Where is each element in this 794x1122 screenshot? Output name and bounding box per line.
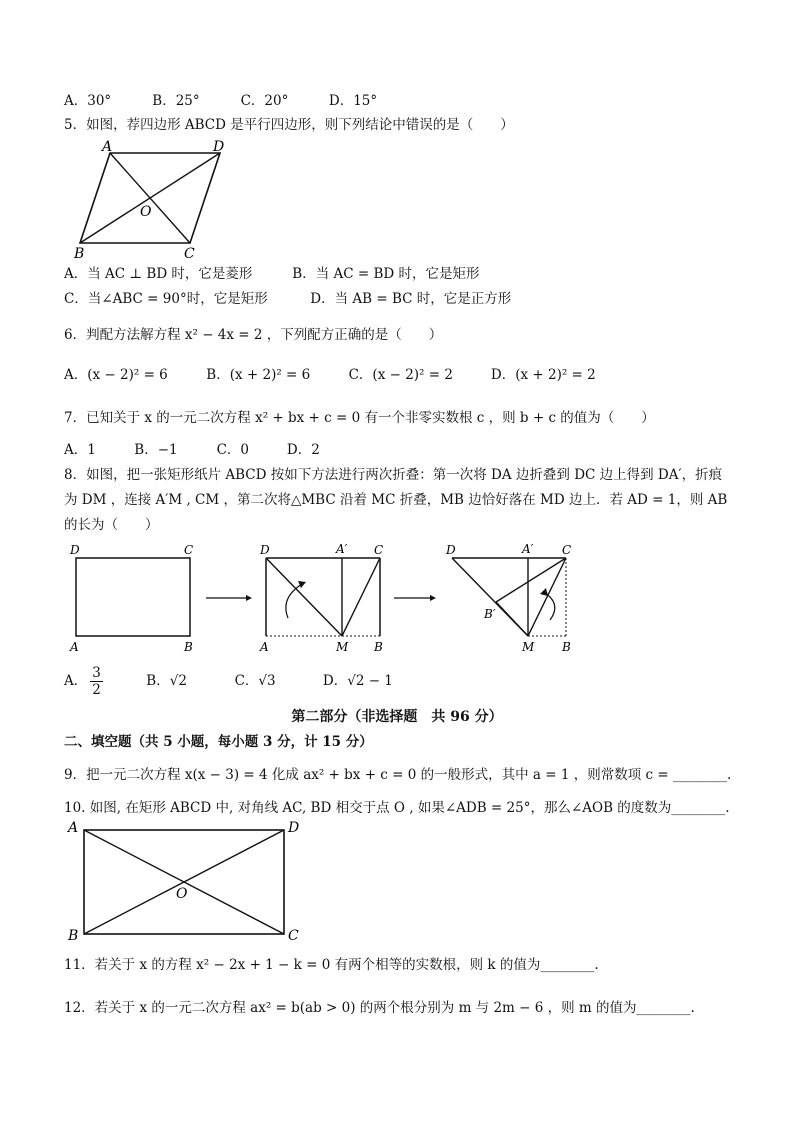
q8-option-a: A． $\frac{3}{2}$	[64, 665, 101, 698]
q10-rectangle-figure	[64, 818, 304, 943]
q4-option-c: C．20°	[240, 93, 289, 109]
q8-fig2-label-b: B	[374, 640, 383, 654]
q6-option-b: B．(x + 2)² = 6	[206, 367, 311, 383]
q8-fig2-fold-arrow	[286, 584, 302, 618]
q5-parallelogram-figure	[70, 138, 230, 268]
q8-arrow-1-head	[246, 595, 252, 601]
q7-option-b: B．−1	[134, 442, 178, 458]
q6-option-d: D．(x + 2)² = 2	[490, 367, 596, 383]
q10-label-o: O	[176, 886, 188, 902]
q10-label-a: A	[68, 820, 79, 836]
q5-option-c: C．当∠ABC = 90°时，它是矩形	[64, 291, 268, 307]
q5-option-b: B．当 AC = BD 时，它是矩形	[292, 266, 480, 282]
q7-stem: 7．已知关于 x 的一元二次方程 x² + bx + c = 0 有一个非零实数根 c ，则 b + c 的值为（ ）	[64, 410, 655, 426]
q10-label-c: C	[288, 928, 299, 943]
q8-option-a-fraction: $\frac{3}{2}$	[92, 665, 101, 698]
q10-label-d: D	[288, 820, 300, 836]
q5-label-d: D	[213, 139, 225, 155]
q8-fig2-dashed-rect	[266, 558, 380, 636]
q5-option-a: A．当 AC ⊥ BD 时，它是菱形	[64, 266, 253, 282]
q8-fig3-label-aprime: A′	[522, 542, 534, 556]
q8-fig3-fold-arrow	[544, 592, 555, 620]
q6-option-a: A．(x − 2)² = 6	[64, 367, 168, 383]
q5-label-a: A	[102, 139, 113, 155]
q4-option-d: D．15°	[328, 93, 378, 109]
q6-options	[64, 366, 596, 384]
q8-fig1-rectangle	[76, 558, 190, 636]
q9-stem: 9．把一元二次方程 x(x − 3) = 4 化成 ax² + bx + c = 0 的一般形式，其中 a = 1 ，则常数项 c = ________.	[64, 767, 732, 783]
q8-fig2-label-aprime: A′	[336, 542, 348, 556]
q5-label-c: C	[184, 246, 195, 262]
q7-option-a: A．1	[64, 442, 96, 458]
q8-option-d: D．√2 − 1	[322, 673, 393, 689]
q8-fig3-label-d: D	[446, 543, 456, 557]
q6-stem: 6．判配方法解方程 x² − 4x = 2 ，下列配方正确的是（ ）	[64, 327, 443, 343]
q4-options	[64, 92, 377, 110]
q8-fig1-label-d: D	[70, 543, 80, 557]
q5-label-b: B	[74, 246, 85, 262]
q6-option-c: C．(x − 2)² = 2	[348, 367, 453, 383]
q8-options	[64, 664, 393, 698]
q5-label-o: O	[140, 204, 152, 220]
q8-fig1-label-c: C	[184, 543, 194, 557]
q8-stem-line2: 为 DM ，连接 A′M , CM ，第二次将△MBC 沿着 MC 折叠，MB 边恰好落在 MD 边上．若 AD = 1，则 AB	[64, 492, 728, 508]
q8-fig3-label-m: M	[522, 640, 535, 654]
q11-stem: 11．若关于 x 的方程 x² − 2x + 1 − k = 0 有两个相等的实数根，则 k 的值为________.	[64, 957, 599, 973]
q4-option-a: A．30°	[64, 93, 112, 109]
q10-stem: 10. 如图, 在矩形 ABCD 中, 对角线 AC, BD 相交于点 O , 如果∠ADB = 25°，那么∠AOB 的度数为________.	[64, 800, 730, 816]
q8-folding-figures	[66, 540, 606, 655]
q8-option-b: B．√2	[146, 673, 187, 689]
part2-title: 第二部分（非选择题 共 96 分）	[291, 709, 503, 725]
q8-fig1-label-b: B	[184, 640, 193, 654]
q4-option-b: B．25°	[152, 93, 200, 109]
q5-option-d: D．当 AB = BC 时，它是正方形	[310, 291, 512, 307]
q8-option-c: C．√3	[234, 673, 276, 689]
q8-arrow-2-head	[430, 595, 436, 601]
q7-options	[64, 441, 320, 459]
q7-option-c: C．0	[216, 442, 250, 458]
q8-stem-line3: 的长为（ ）	[64, 517, 159, 533]
q8-fig2-label-a: A	[260, 640, 269, 654]
q8-fig3-label-c: C	[562, 543, 572, 557]
q7-option-d: D．2	[286, 442, 320, 458]
q8-fig1-label-a: A	[70, 640, 79, 654]
q10-label-b: B	[68, 928, 79, 943]
q8-fig3-label-bprime: B′	[484, 607, 496, 621]
q8-fig2-label-c: C	[374, 543, 384, 557]
q8-stem-line1: 8．如图，把一张矩形纸片 ABCD 按如下方法进行两次折叠：第一次将 DA 边折叠到 DC 边上得到 DA′，折痕	[64, 467, 723, 483]
q5-options-row1	[64, 265, 480, 283]
q8-fig3-label-b: B	[562, 640, 571, 654]
section2-title: 二、填空题（共 5 小题，每小题 3 分，计 15 分）	[64, 734, 373, 750]
q8-fig2-label-d: D	[260, 543, 270, 557]
q5-stem: 5．如图，荐四边形 ABCD 是平行四边形，则下列结论中错误的是（ ）	[64, 117, 514, 133]
q8-fig2-label-m: M	[336, 640, 349, 654]
q12-stem: 12．若关于 x 的一元二次方程 ax² = b(ab > 0) 的两个根分别为 m 与 2m − 6 ，则 m 的值为________.	[64, 1000, 695, 1016]
q5-options-row2	[64, 290, 511, 308]
